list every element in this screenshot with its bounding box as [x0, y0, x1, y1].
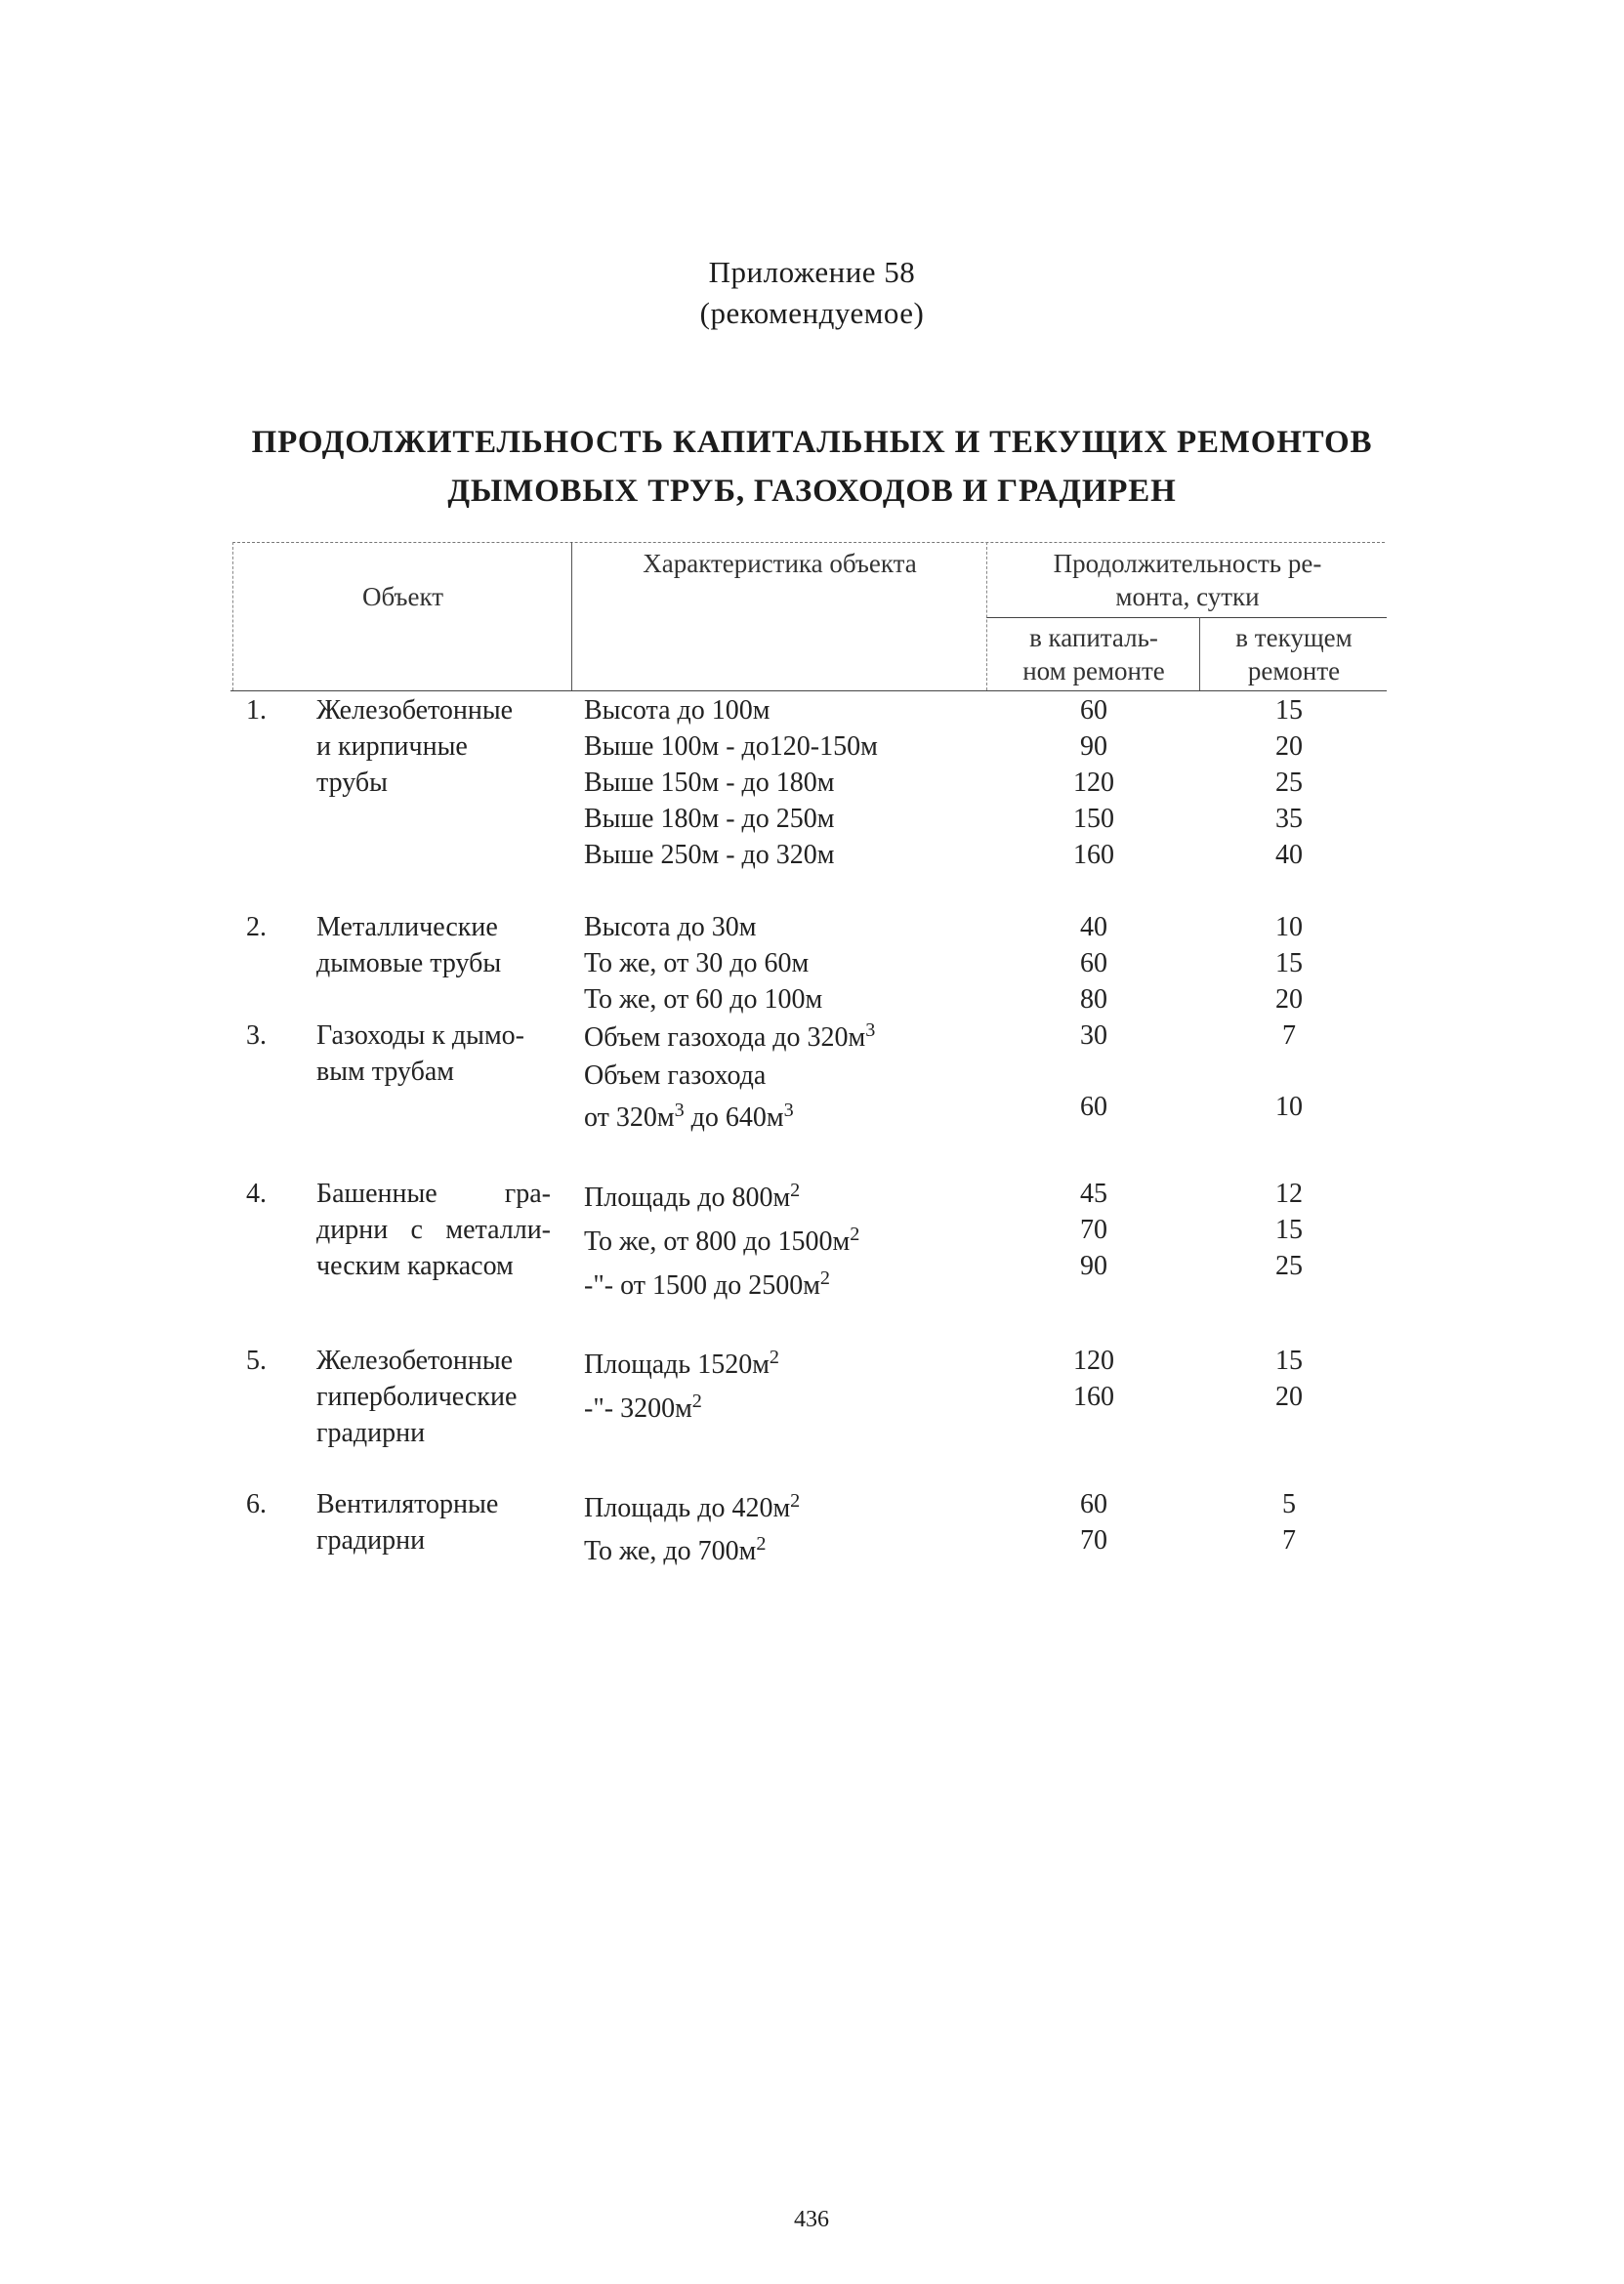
- characteristic-cell: То же, от 30 до 60м: [584, 948, 810, 978]
- header-characteristic: Характеристика объекта: [643, 549, 917, 578]
- group-object: Вентиляторные градирни: [316, 1489, 499, 1556]
- header-bottom-rule: [230, 690, 1387, 691]
- group-object: Железобетонные гиперболические градирни: [316, 1346, 518, 1448]
- capital-repair-days: 70: [1080, 1215, 1107, 1245]
- current-repair-days: 35: [1275, 804, 1303, 834]
- header-current-repair: в текущем ремонте: [1235, 623, 1353, 685]
- capital-repair-days: 60: [1080, 948, 1107, 978]
- group-number: 5.: [246, 1346, 267, 1376]
- current-repair-days: 15: [1275, 695, 1303, 726]
- current-repair-days: 7: [1282, 1525, 1296, 1556]
- appendix-heading: [0, 252, 1624, 334]
- capital-repair-days: 70: [1080, 1525, 1107, 1556]
- document-title: [0, 418, 1624, 516]
- group-number: 3.: [246, 1020, 267, 1051]
- group-number: 1.: [246, 695, 267, 726]
- capital-repair-days: 90: [1080, 731, 1107, 762]
- title-line-2: ДЫМОВЫХ ТРУБ, ГАЗОХОДОВ И ГРАДИРЕН: [447, 474, 1177, 509]
- appendix-number: Приложение 58: [708, 255, 916, 289]
- current-repair-days: 12: [1275, 1179, 1303, 1209]
- duration-subheader-rule: [986, 617, 1387, 618]
- capital-repair-days: 120: [1073, 1346, 1114, 1376]
- capital-repair-days: 45: [1080, 1179, 1107, 1209]
- page-number: 436: [794, 2207, 829, 2232]
- header-capital-repair: в капиталь- ном ремонте: [1022, 623, 1165, 685]
- table-top-rule: [232, 542, 1385, 543]
- characteristic-cell: Объем газохода до $320м^3$: [584, 1018, 876, 1053]
- current-repair-days: 20: [1275, 984, 1303, 1015]
- characteristic-cell: Выше 100м - до120-150м: [584, 731, 878, 762]
- group-object: Металлические дымовые трубы: [316, 912, 502, 978]
- characteristic-cell: Выше 180м - до 250м: [584, 804, 835, 834]
- characteristic-cell: от $320м^3$ до $640м^3$: [584, 1099, 794, 1133]
- capital-repair-days: 160: [1073, 840, 1114, 870]
- capital-repair-days: 160: [1073, 1382, 1114, 1412]
- appendix-status: (рекомендуемое): [699, 296, 925, 330]
- group-object: Башенные гра- дирни с металли- ческим каркасом: [316, 1179, 551, 1281]
- characteristic-cell: -"- от 1500 до $2500м^2$: [584, 1267, 830, 1301]
- characteristic-cell: Площадь до $420м^2$: [584, 1489, 801, 1523]
- characteristic-cell: То же, от 800 до $1500м^2$: [584, 1223, 860, 1257]
- capital-repair-days: 120: [1073, 768, 1114, 798]
- object-column-divider: [571, 542, 572, 690]
- capital-repair-days: 30: [1080, 1020, 1107, 1051]
- header-object: Объект: [361, 582, 444, 611]
- current-repair-days: 15: [1275, 1346, 1303, 1376]
- table-left-border: [232, 542, 233, 690]
- capital-repair-days: 60: [1080, 1489, 1107, 1519]
- current-repair-days: 25: [1275, 1251, 1303, 1281]
- current-repair-days: 7: [1282, 1020, 1296, 1051]
- characteristic-cell: То же, до $700м^2$: [584, 1532, 767, 1566]
- group-number: 6.: [246, 1489, 267, 1519]
- current-repair-days: 15: [1275, 948, 1303, 978]
- characteristic-cell: То же, от 60 до 100м: [584, 984, 823, 1015]
- characteristic-cell: Площадь до $800м^2$: [584, 1179, 801, 1213]
- capital-repair-days: 60: [1080, 1092, 1107, 1122]
- current-repair-days: 10: [1275, 1092, 1303, 1122]
- group-object: Газоходы к дымо- вым трубам: [316, 1020, 525, 1087]
- header-duration: Продолжительность ре- монта, сутки: [1053, 549, 1322, 611]
- current-repair-days: 5: [1282, 1489, 1296, 1519]
- characteristic-cell: Объем газохода: [584, 1060, 767, 1091]
- characteristic-cell: Площадь $1520м^2$: [584, 1346, 779, 1380]
- characteristic-column-divider: [986, 542, 987, 690]
- group-number: 4.: [246, 1179, 267, 1209]
- group-number: 2.: [246, 912, 267, 942]
- current-repair-days: 25: [1275, 768, 1303, 798]
- current-repair-days: 20: [1275, 1382, 1303, 1412]
- capital-repair-days: 150: [1073, 804, 1114, 834]
- current-repair-days: 40: [1275, 840, 1303, 870]
- capital-repair-days: 60: [1080, 695, 1107, 726]
- characteristic-cell: Высота до 30м: [584, 912, 757, 942]
- capital-repair-days: 90: [1080, 1251, 1107, 1281]
- capital-repair-days: 80: [1080, 984, 1107, 1015]
- characteristic-cell: Высота до 100м: [584, 695, 770, 726]
- title-line-1: ПРОДОЛЖИТЕЛЬНОСТЬ КАПИТАЛЬНЫХ И ТЕКУЩИХ РЕМОНТОВ: [251, 425, 1373, 460]
- group-object: Железобетонные и кирпичные трубы: [316, 695, 514, 798]
- current-repair-days: 10: [1275, 912, 1303, 942]
- current-repair-days: 15: [1275, 1215, 1303, 1245]
- characteristic-cell: Выше 250м - до 320м: [584, 840, 835, 870]
- characteristic-cell: -"- $3200м^2$: [584, 1390, 702, 1424]
- capital-repair-days: 40: [1080, 912, 1107, 942]
- current-repair-days: 20: [1275, 731, 1303, 762]
- capital-current-divider: [1199, 617, 1200, 690]
- characteristic-cell: Выше 150м - до 180м: [584, 768, 835, 798]
